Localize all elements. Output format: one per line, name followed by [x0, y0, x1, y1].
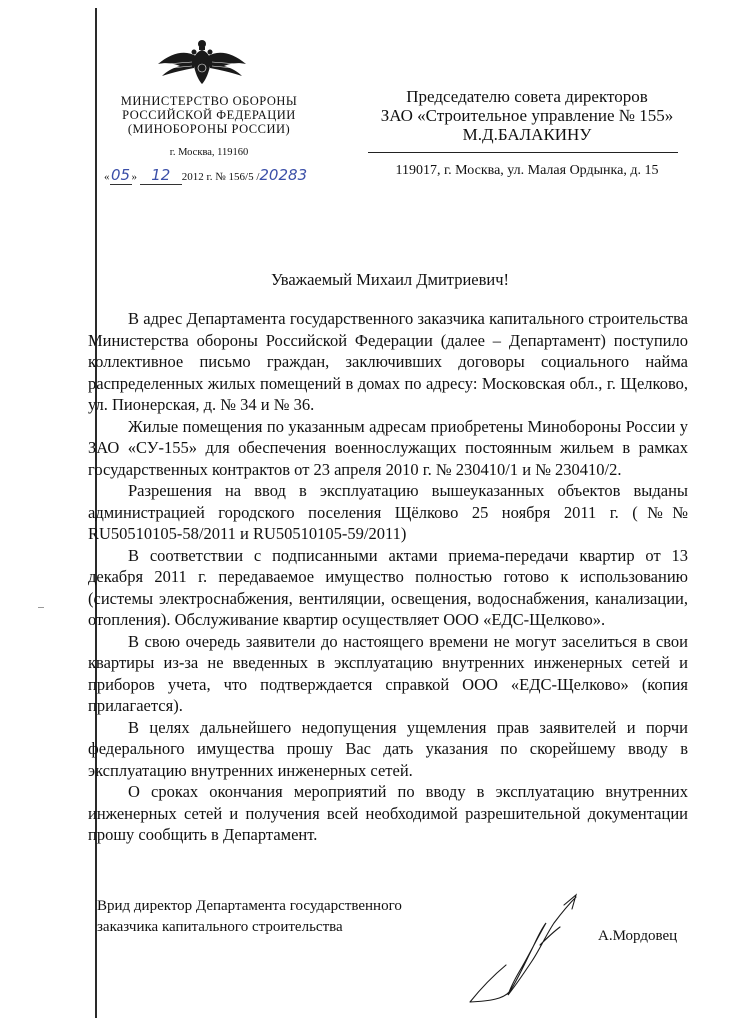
signatory-title-line: заказчика капитального строительства — [97, 919, 343, 935]
body-paragraph: Разрешения на ввод в эксплуатацию вышеуказанных объектов выданы администрацией городского поселения Щёлково 25 ноября 2011 г. (№№ RU50510105-58/2011 и RU50510105-59/2011) — [88, 481, 688, 543]
signatory-title — [97, 896, 402, 938]
letter-body — [88, 308, 688, 846]
recipient-line: ЗАО «Строительное управление № 155» — [380, 106, 674, 125]
org-name-line: МИНИСТЕРСТВО ОБОРОНЫ — [120, 94, 298, 108]
org-name-line: (МИНОБОРОНЫ РОССИИ) — [127, 122, 291, 136]
body-paragraph: В соответствии с подписанными актами приема-передачи квартир от 13 декабря 2011 г. передаваемое имущество полностью готово к использованию (системы электроснабжения, вентиляции, освещения, водоснабжения, канализации, отопления). Обслуживание квартир осуществляет ООО «ЕДС-Щелково». — [88, 545, 688, 629]
recipient-address: 119017, г. Москва, ул. Малая Ордынка, д. 15 — [395, 163, 659, 178]
sender-city: г. Москва, 119160 — [169, 147, 249, 158]
double-headed-eagle-emblem-icon — [152, 38, 252, 88]
scan-artifact — [38, 607, 44, 608]
body-paragraph: В целях дальнейшего недопущения ущемления прав заявителей и порчи федерального имущества прошу Вас дать указания по скорейшему вводу в эксплуатацию внутренних инженерных сетей. — [88, 717, 688, 780]
body-paragraph: В адрес Департамента государственного заказчика капитального строительства Министерства обороны Российской Федерации (далее – Департамент) поступило коллективное письмо граждан, заключивших договоры социального найма распределенных жилых помещений в домах по адресу: Московская обл., г. Щелково, ул. Пионерская, д. № 34 и № 36. — [88, 309, 688, 414]
sender-organization — [100, 94, 318, 158]
body-paragraph: В свою очередь заявители до настоящего времени не могут заселиться в свои квартиры из-за не введенных в эксплуатацию внутренних инженерных сетей и приборов учета, что подтверждается справкой ООО «ЕДС-Щелково» (копия прилагается). — [88, 631, 688, 715]
recipient-block — [352, 87, 702, 144]
handwritten-day: 05 — [110, 166, 131, 184]
recipient-line: М.Д.БАЛАКИНУ — [462, 125, 592, 144]
signatory-title-line: Врид директор Департамента государственного — [97, 898, 402, 914]
org-name-line: РОССИЙСКОЙ ФЕДЕРАЦИИ — [122, 108, 296, 122]
salutation: Уважаемый Михаил Дмитриевич! — [270, 270, 510, 289]
ref-year: 2012 г. — [181, 171, 213, 183]
body-paragraph: О сроках окончания мероприятий по вводу в эксплуатацию внутренних инженерных сетей и получения всей необходимой разрешительной документации прошу сообщить в Департамент. — [88, 782, 688, 844]
signatory-name: А.Мордовец — [598, 928, 678, 944]
body-paragraph: Жилые помещения по указанным адресам приобретены Минобороны России у ЗАО «СУ-155» для обеспечения военнослужащих постоянным жильем в рамках государственных контрактов от 23 апреля 2010 г. № 230410/1 и № 230410/2. — [88, 416, 688, 479]
recipient-line: Председателю совета директоров — [406, 87, 648, 106]
handwritten-ref-number: 20283 — [259, 166, 308, 184]
ref-number-prefix: № 156/5 / — [215, 171, 260, 183]
handwritten-signature-icon — [460, 887, 600, 1012]
outgoing-reference: «05» 12 2012 г. № 156/5 /20283 — [104, 166, 308, 184]
handwritten-month: 12 — [140, 166, 182, 185]
recipient-divider — [368, 152, 678, 153]
